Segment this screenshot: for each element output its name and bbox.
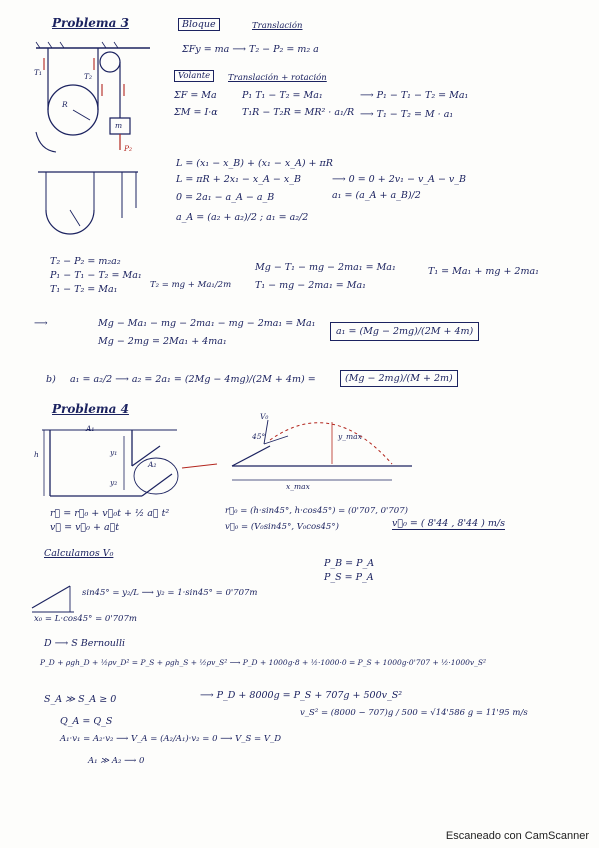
fig-v0: V₀ (260, 412, 269, 421)
fig-xmax: x_max (286, 482, 310, 491)
problem-3-title: Problema 3 (52, 16, 129, 30)
traslacion-rotacion-label: Translación + rotación (228, 73, 327, 83)
fig-y1: y₁ (110, 448, 118, 457)
pressure-eq-1: P_B = P_A (324, 558, 375, 569)
system-eq-3: T₁ − T₂ = Ma₁ (50, 284, 118, 295)
continuity-eq-1: Q_A = Q_S (60, 716, 113, 727)
fig-a2: A₂ (148, 460, 157, 469)
eq-bloque: ΣFy = ma ⟶ T₂ − P₂ = m₂ a (182, 44, 319, 55)
fig-h: h (34, 450, 39, 459)
bernoulli-eq-3: ⟶ P_D + 8000g = P_S + 707g + 500v_S² (200, 690, 403, 701)
kin-r0: r⃗₀ = (h·sin45°, h·cos45°) = (0'707, 0'707) (225, 506, 408, 516)
arrow-result: ⟶ (34, 318, 48, 329)
fig-t1: T₁ (34, 68, 43, 77)
system-eq-6: T₁ − mg − 2ma₁ = Ma₁ (255, 280, 366, 291)
part-b-eq: a₁ = a₂/2 ⟶ a₂ = 2a₁ = (2Mg − 4mg)/(2M + 4m) = (70, 374, 316, 385)
accel-eq-1: 0 = 2a₁ − a_A − a_B (176, 192, 275, 203)
accel-eq-2: a₁ = (a_A + a_B)/2 (332, 190, 421, 201)
fig-t2: T₂ (84, 72, 93, 81)
eq-result-m: ⟶ T₁ − T₂ = M · a₁ (360, 109, 454, 120)
bernoulli-eq-2: S_A ≫ S_A ≥ 0 (44, 694, 117, 705)
eq-sumf: ΣF = Ma (174, 90, 217, 101)
calc-x0: x₀ = L·cos45° = 0'707m (34, 614, 137, 624)
continuity-eq-2: A₁·v₁ = A₂·v₂ ⟶ V_A = (A₂/A₁)·v₂ = 0 ⟶ V_S = V_D (60, 734, 282, 744)
result-eq-1: Mg − Ma₁ − mg − 2ma₁ − mg − 2ma₁ = Ma₁ (98, 318, 316, 329)
accel-eq-3: a_A = (a₂ + a₂)/2 ; a₁ = a₂/2 (176, 212, 309, 223)
result-eq-2: Mg − 2mg = 2Ma₁ + 4ma₁ (98, 336, 227, 347)
bernoulli-eq-4: v_S² = (8000 − 707)g / 500 = √14'586 g = 11'95 m/s (300, 708, 528, 718)
kin-eq-v: v⃗ = v⃗₀ + a⃗t (50, 522, 120, 533)
fig-y2: y₂ (110, 478, 118, 487)
system-eq-7: T₁ = Ma₁ + mg + 2ma₁ (428, 266, 539, 277)
fig-m: m (115, 121, 123, 130)
system-eq-5: Mg − T₁ − mg − 2ma₁ = Ma₁ (255, 262, 396, 273)
rope-length-diagram (38, 170, 143, 240)
fig-r: R (62, 100, 68, 109)
eq-volante-f: P₁ T₁ − T₂ = Ma₁ (242, 90, 323, 101)
pulley-diagram (28, 40, 158, 160)
velocity-eq: ⟶ 0 = 0 + 2v₁ − v_A − v_B (332, 174, 467, 185)
part-b-box: (Mg − 2mg)/(M + 2m) (340, 370, 458, 387)
fig-ymax: y_max (338, 432, 362, 441)
length-eq-1: L = (x₁ − x_B) + (x₁ − x_A) + πR (176, 158, 333, 169)
part-b-label: b) (46, 374, 56, 385)
kin-eq-r: r⃗ = r⃗₀ + v⃗₀t + ½ a⃗ t² (50, 508, 170, 519)
result-a1-box: a₁ = (Mg − 2mg)/(2M + 4m) (330, 322, 479, 341)
tank-diagram (32, 418, 452, 518)
kin-v0-result: v⃗₀ = ( 8'44 , 8'44 ) m/s (392, 518, 505, 529)
eq-result-f: ⟶ P₁ − T₁ − T₂ = Ma₁ (360, 90, 469, 101)
bernoulli-header: D ⟶ S Bernoulli (44, 638, 126, 649)
system-eq-2: P₁ − T₁ − T₂ = Ma₁ (50, 270, 142, 281)
fig-angle: 45° (252, 432, 266, 441)
scanner-watermark: Escaneado con CamScanner (445, 830, 589, 842)
volante-label: Volante (174, 70, 214, 82)
system-eq-1: T₂ − P₂ = m₂a₂ (50, 256, 121, 267)
bloque-label: Bloque (178, 18, 220, 31)
length-eq-2: L = πR + 2x₁ − x_A − x_B (176, 174, 301, 185)
incline-diagram (30, 578, 80, 614)
eq-summ: ΣM = I·α (174, 107, 218, 118)
fig-a1: A₁ (86, 424, 95, 433)
kin-v0: v⃗₀ = (V₀sin45°, V₀cos45°) (225, 522, 339, 532)
continuity-eq-3: A₁ ≫ A₂ ⟶ 0 (88, 756, 145, 766)
pressure-eq-2: P_S = P_A (324, 572, 374, 583)
eq-volante-m: T₁R − T₂R = MR² · a₁/R (242, 107, 355, 118)
fig-p2: P₂ (124, 144, 133, 153)
calc-y2: sin45° = y₂/L ⟶ y₂ = 1·sin45° = 0'707m (82, 588, 258, 598)
system-eq-4: T₂ = mg + Ma₁/2m (150, 280, 232, 290)
calculamos-v0: Calculamos V₀ (44, 548, 114, 559)
bernoulli-eq-1: P_D + ρgh_D + ½ρv_D² = P_S + ρgh_S + ½ρv_S² ⟶ P_D + 1000g·8 + ½·1000·0 = P_S + 1000g·0'707 + ½·1000v_S² (40, 658, 486, 667)
problem-4-title: Problema 4 (52, 402, 129, 416)
traslacion-label: Translación (252, 21, 303, 31)
